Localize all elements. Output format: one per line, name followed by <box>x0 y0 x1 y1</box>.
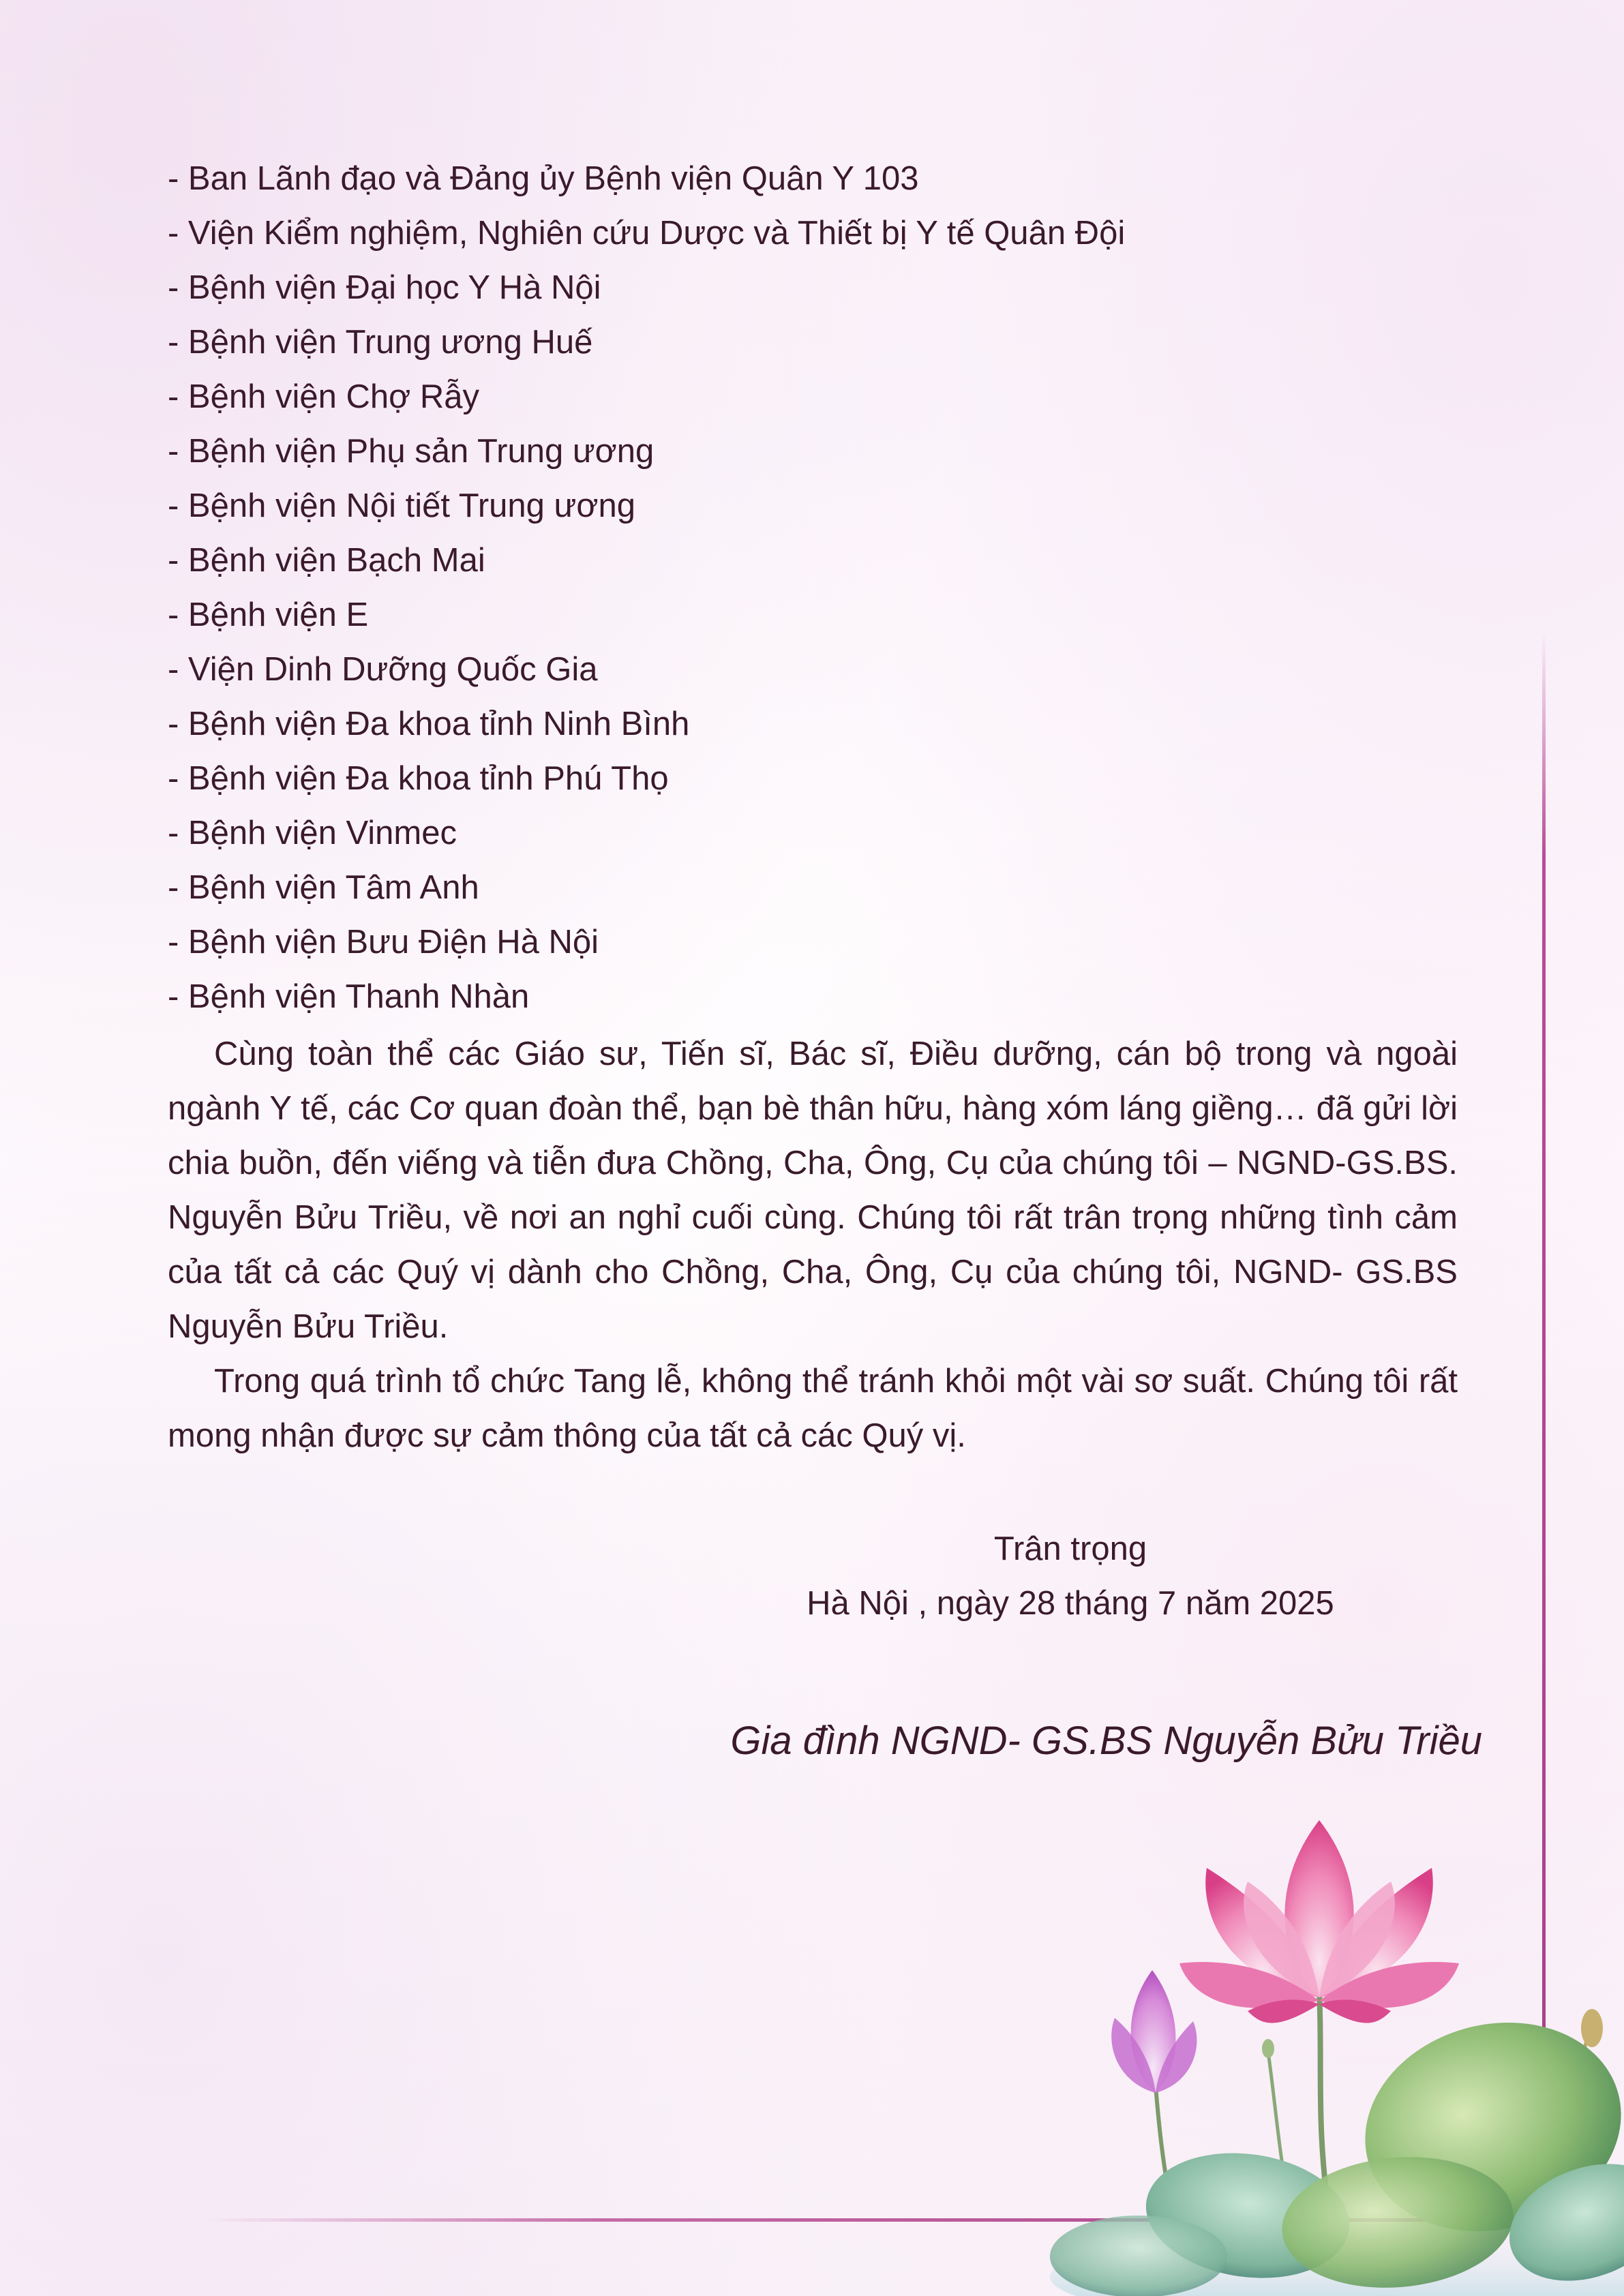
list-item: - Viện Dinh Dưỡng Quốc Gia <box>168 651 598 688</box>
list-item: - Bệnh viện Chợ Rẫy <box>168 378 480 415</box>
signature-line: Gia đình NGND- GS.BS Nguyễn Bửu Triều <box>730 1719 1482 1763</box>
list-item: - Ban Lãnh đạo và Đảng ủy Bệnh viện Quân Y 103 <box>168 160 919 197</box>
list-item: - Bệnh viện Bạch Mai <box>168 542 485 579</box>
thanks-paragraph: Cùng toàn thể các Giáo sư, Tiến sĩ, Bác sĩ, Điều dưỡng, cán bộ trong và ngoài ngành Y tế, các Cơ quan đoàn thể, bạn bè thân hữu, hàng xóm láng giềng… đã gửi lời chia buồn, đến viếng và tiễn đưa Chồng, Cha, Ông, Cụ của chúng tôi – NGND-GS.BS. Nguyễn Bửu Triều, về nơi an nghỉ cuối cùng. Chúng tôi rất trân trọng những tình cảm của tất cả các Quý vị dành cho Chồng, Cha, Ông, Cụ của chúng tôi, NGND- GS.BS Nguyễn Bửu Triều. <box>168 1036 1458 1345</box>
list-item: - Bệnh viện Đa khoa tỉnh Phú Thọ <box>168 760 669 797</box>
list-item: - Bệnh viện Vinmec <box>168 815 457 851</box>
list-item: - Bệnh viện Phụ sản Trung ương <box>168 433 655 470</box>
list-item: - Bệnh viện Thanh Nhàn <box>168 978 530 1015</box>
list-item: - Bệnh viện Trung ương Huế <box>168 324 593 361</box>
letter-body <box>168 151 1463 1463</box>
apology-paragraph: Trong quá trình tổ chức Tang lễ, không thể tránh khỏi một vài sơ suất. Chúng tôi rất mong nhận được sự cảm thông của tất cả các Quý vị. <box>168 1363 1458 1454</box>
list-item: - Viện Kiểm nghiệm, Nghiên cứu Dược và Thiết bị Y tế Quân Đội <box>168 215 1126 252</box>
list-item: - Bệnh viện Nội tiết Trung ương <box>168 487 635 524</box>
regards-text: Trân trọng <box>993 1530 1147 1567</box>
place-date-text: Hà Nội , ngày 28 tháng 7 năm 2025 <box>807 1585 1334 1622</box>
list-item: - Bệnh viện Đại học Y Hà Nội <box>168 269 601 306</box>
list-item: - Bệnh viện E <box>168 596 369 633</box>
closing-block <box>784 1522 1357 1631</box>
organization-list <box>168 151 1463 1024</box>
list-item: - Bệnh viện Bưu Điện Hà Nội <box>168 924 599 961</box>
list-item: - Bệnh viện Tâm Anh <box>168 869 479 906</box>
list-item: - Bệnh viện Đa khoa tỉnh Ninh Bình <box>168 706 690 742</box>
lotus-flower-icon <box>1043 1807 1624 2296</box>
